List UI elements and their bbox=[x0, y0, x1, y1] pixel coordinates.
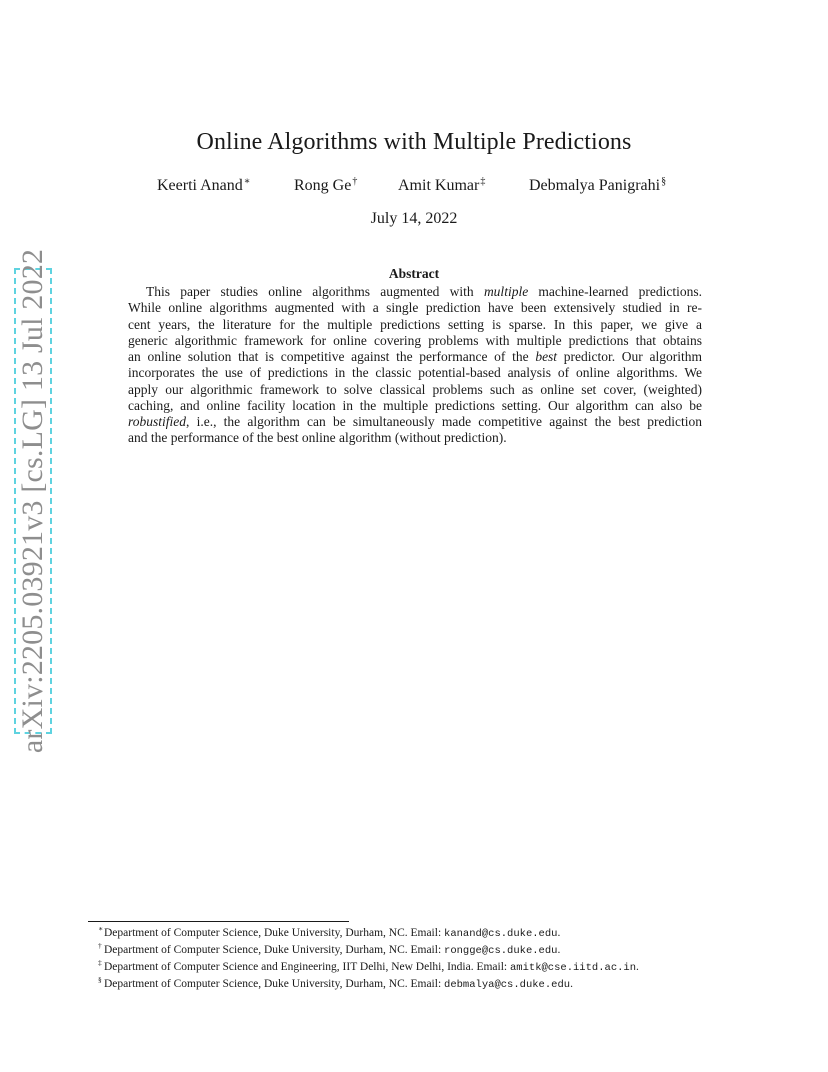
footnote-4 bbox=[98, 975, 639, 993]
abstract-line: incorporates the use of predictions in the classic potential-based analysis of online algorithms. We bbox=[128, 365, 702, 381]
abstract-line: caching, and online facility location in the multiple predictions setting. Our algorithm can also be bbox=[128, 397, 702, 413]
footnotes bbox=[98, 924, 639, 993]
abstract-line: an online solution that is competitive against the performance of the best predictor. Our algorithm bbox=[128, 349, 702, 364]
abstract-line: and the performance of the best online algorithm (without prediction). bbox=[128, 430, 507, 446]
footnote-email[interactable]: debmalya@cs.duke.edu bbox=[444, 979, 571, 991]
footnote-rule bbox=[88, 921, 349, 922]
footnote-mark: † bbox=[98, 941, 102, 950]
arxiv-identifier-text: arXiv:2205.03921v3 [cs.LG] 13 Jul 2022 bbox=[16, 248, 49, 754]
footnote-3 bbox=[98, 958, 639, 976]
footnote-end: . bbox=[570, 978, 573, 990]
footnote-text: Department of Computer Science, Duke University, Durham, NC. Email: bbox=[104, 978, 445, 990]
footnote-mark: ‡ bbox=[98, 958, 102, 967]
author-name: Amit Kumar bbox=[398, 177, 480, 194]
author-name: Debmalya Panigrahi bbox=[529, 177, 661, 194]
abstract-line: This paper studies online algorithms augmented with multiple machine-learned predictions. bbox=[146, 284, 702, 299]
paper-date: July 14, 2022 bbox=[370, 210, 458, 227]
footnote-email[interactable]: amitk@cse.iitd.ac.in bbox=[510, 962, 637, 974]
abstract-line: robustified, i.e., the algorithm can be simultaneously made competitive against the best prediction bbox=[128, 414, 702, 429]
footnote-mark: ∗ bbox=[98, 924, 104, 933]
footnote-mark: § bbox=[98, 975, 102, 984]
author-name: Rong Ge bbox=[294, 177, 352, 194]
author-4 bbox=[529, 176, 666, 195]
footnote-email[interactable]: rongge@cs.duke.edu bbox=[444, 945, 558, 957]
emphasis: robustified bbox=[128, 414, 187, 429]
footnote-text: Department of Computer Science and Engineering, IIT Delhi, New Delhi, India. Email: bbox=[104, 961, 510, 973]
emphasis: best bbox=[535, 349, 558, 364]
abstract-line: cent years, the literature for the multiple predictions setting is sparse. In this paper, we give a bbox=[128, 316, 702, 332]
abstract-line: While online algorithms augmented with a single prediction have been extensively studied in re- bbox=[128, 300, 702, 316]
author-2 bbox=[294, 176, 357, 195]
author-footnote-mark: ∗ bbox=[243, 176, 251, 187]
footnote-text: Department of Computer Science, Duke University, Durham, NC. Email: bbox=[104, 944, 445, 956]
author-3 bbox=[398, 176, 485, 195]
author-footnote-mark: § bbox=[661, 176, 667, 187]
author-1 bbox=[157, 176, 251, 195]
abstract-heading: Abstract bbox=[388, 266, 440, 281]
footnote-text: Department of Computer Science, Duke University, Durham, NC. Email: bbox=[104, 927, 445, 939]
paper-title: Online Algorithms with Multiple Predictions bbox=[196, 129, 632, 155]
author-footnote-mark: † bbox=[352, 176, 358, 187]
author-name: Keerti Anand bbox=[157, 177, 243, 194]
footnote-end: . bbox=[557, 927, 561, 939]
footnote-email[interactable]: kanand@cs.duke.edu bbox=[444, 928, 558, 940]
abstract-line: apply our algorithmic framework to solve classical problems such as online set cover, (weighted) bbox=[128, 381, 702, 397]
abstract-body bbox=[128, 284, 702, 447]
footnote-end: . bbox=[636, 961, 639, 973]
abstract-line: generic algorithmic framework for online covering problems with multiple predictions that obtains bbox=[128, 332, 702, 348]
author-footnote-mark: ‡ bbox=[480, 176, 486, 187]
footnote-2 bbox=[98, 941, 639, 959]
arxiv-identifier-stamp bbox=[14, 248, 52, 754]
footnote-1 bbox=[98, 924, 639, 942]
footnote-end: . bbox=[557, 944, 561, 956]
emphasis: multiple bbox=[483, 284, 529, 299]
